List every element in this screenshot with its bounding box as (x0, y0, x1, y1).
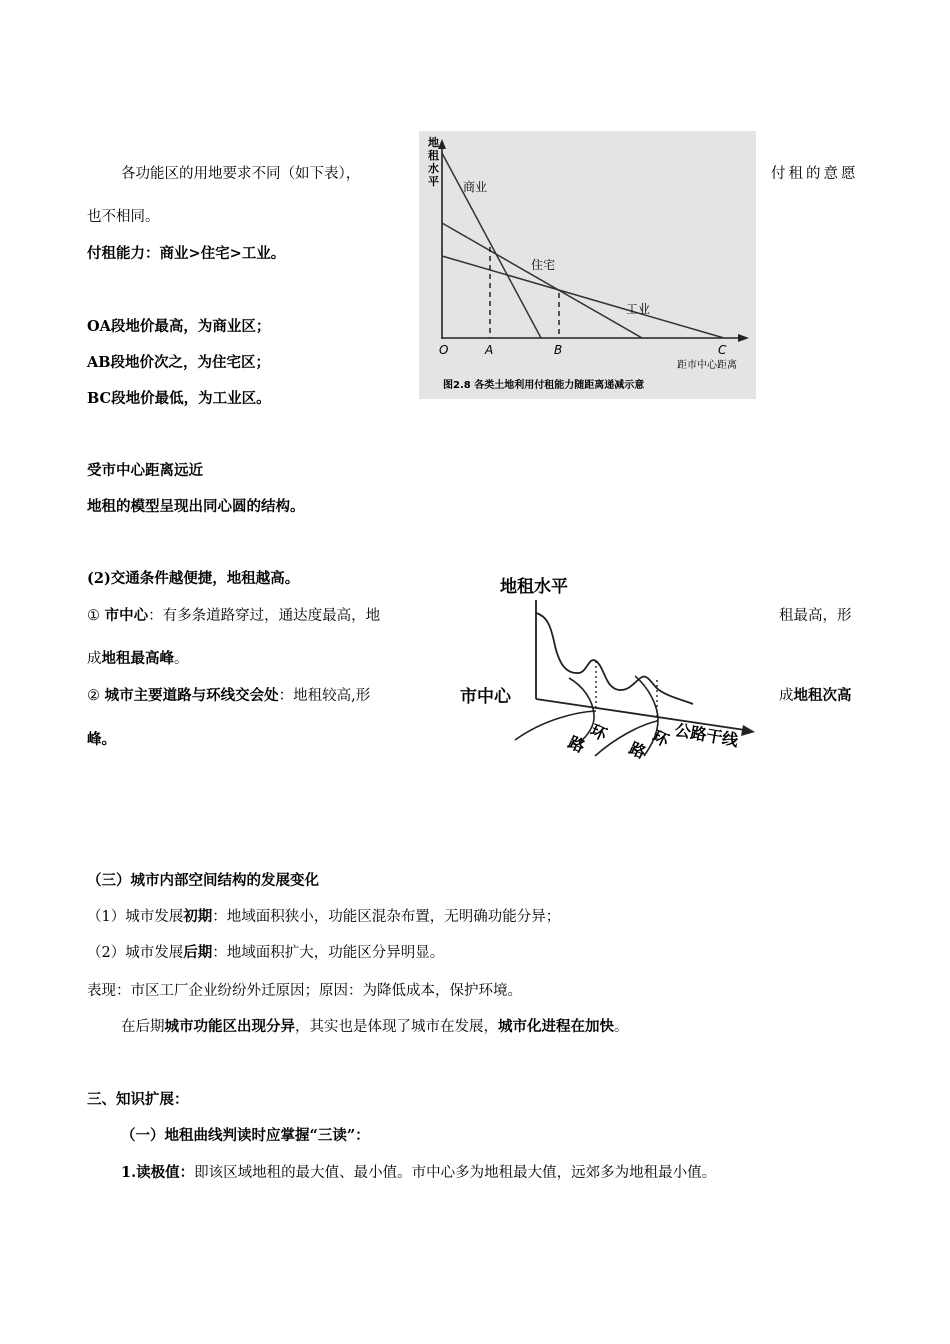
figure-caption: 图2.8 各类土地利用付租能力随距离递减示意 (443, 380, 645, 391)
item-number: ② (87, 688, 100, 704)
ylabel-char: 平 (428, 175, 439, 188)
ring-arc-inner (515, 711, 596, 740)
x-axis-arrow (738, 334, 749, 342)
segment-oa: OA段地价最高，为商业区； (87, 318, 271, 335)
ring-label-2: 路 (626, 738, 649, 763)
line-text: ：地域面积狭小，功能区混杂布置，无明确功能分异； (212, 909, 561, 925)
line-text: ，其实也是体现了城市在发展， (295, 1019, 498, 1035)
traffic-item-1-right: 租最高，形 (779, 608, 852, 624)
city-center-label: 市中心 (460, 687, 511, 707)
line-text: （1）城市发展 (87, 909, 184, 925)
item-text: 。 (174, 651, 189, 667)
section3-line-1 (87, 908, 560, 926)
line-text: ：地域面积扩大，功能区分异明显。 (212, 945, 445, 961)
rent-ability-line: 付租能力：商业>住宅>工业。 (87, 245, 286, 262)
item-keyword: 市中心 (104, 607, 149, 624)
ylabel-char: 租 (428, 149, 439, 162)
item-text: ：地租较高,形 (278, 688, 371, 704)
section3-line-3: 表现：市区工厂企业纷纷外迁原因；原因：为降低成本，保护环境。 (87, 983, 522, 999)
ring-label-1: 环 (587, 720, 610, 745)
line-keyword: 初期 (183, 908, 213, 925)
segment-bc: BC段地价最低，为工业区。 (87, 390, 271, 407)
intro-text-right: 付租的意愿 (771, 166, 859, 182)
intro-text-cont: 也不相同。 (87, 209, 160, 225)
ring-label-2: 环 (649, 726, 672, 751)
ylabel-char: 地 (428, 136, 439, 149)
point-a: A (485, 343, 494, 357)
point-b: B (554, 343, 563, 357)
residential-curve (442, 223, 642, 338)
point-o: O (439, 343, 449, 357)
road-axis-arrow (741, 725, 755, 736)
x-axis-label: 距市中心距离 (677, 360, 737, 371)
item-keyword: 1.读极值： (121, 1164, 195, 1181)
distance-line-2: 地租的模型呈现出同心圆的结构。 (87, 498, 305, 515)
knowledge-item-1 (121, 1164, 716, 1182)
traffic-item-2-cont: 峰。 (87, 731, 116, 748)
section3-heading: （三）城市内部空间结构的发展变化 (87, 872, 319, 889)
traffic-heading: (2)交通条件越便捷，地租越高。 (87, 570, 300, 587)
traffic-item-2 (87, 687, 370, 705)
item-keyword: 地租最高峰 (101, 650, 174, 667)
item-keyword: 地租次高 (793, 687, 852, 704)
line-text: （2）城市发展 (87, 945, 184, 961)
y-axis-label: 地租水平 (500, 577, 568, 597)
section3-line-4 (121, 1018, 629, 1036)
item-text: 成 (779, 688, 794, 704)
knowledge-heading: 三、知识扩展： (87, 1091, 189, 1108)
road-label: 公路干线 (673, 720, 740, 751)
item-text: ：有多条道路穿过，通达度最高，地 (148, 608, 381, 624)
line-keyword: 后期 (183, 944, 213, 961)
y-axis-arrow (438, 139, 446, 149)
road-axis (536, 699, 745, 730)
ylabel-char: 水 (428, 162, 439, 175)
label-commercial: 商业 (463, 180, 488, 194)
rent-curve (536, 613, 693, 704)
line-keyword: 城市功能区出现分异 (164, 1018, 295, 1035)
label-industrial: 工业 (626, 302, 651, 316)
item-number: ① (87, 608, 100, 624)
traffic-item-1-cont (87, 650, 189, 668)
item-keyword: 城市主要道路与环线交会处 (104, 687, 279, 704)
bid-rent-diagram (419, 131, 756, 399)
ring-label-1: 路 (565, 732, 588, 757)
intro-text-left: 各功能区的用地要求不同（如下表）， (121, 166, 361, 182)
item-text: 即该区域地租的最大值、最小值。市中心多为地租最大值，远郊多为地租最小值。 (194, 1165, 717, 1181)
point-c: C (718, 343, 727, 357)
traffic-item-2-right (779, 687, 852, 705)
section3-line-2 (87, 944, 444, 962)
commercial-curve (442, 153, 541, 338)
distance-line-1: 受市中心距离远近 (87, 462, 203, 479)
bid-rent-figure (419, 131, 756, 399)
traffic-item-1 (87, 607, 380, 625)
line-text: 在后期 (121, 1019, 165, 1035)
industrial-curve (442, 256, 724, 338)
line-keyword: 城市化进程在加快 (498, 1018, 614, 1035)
rent-peak-figure (455, 570, 775, 765)
knowledge-subheading: （一）地租曲线判读时应掌握“三读”： (121, 1127, 370, 1144)
rent-peak-diagram (455, 570, 775, 765)
label-residential: 住宅 (531, 258, 556, 272)
segment-ab: AB段地价次之，为住宅区； (87, 354, 271, 371)
line-text: 。 (614, 1019, 629, 1035)
item-text: 成 (87, 651, 102, 667)
